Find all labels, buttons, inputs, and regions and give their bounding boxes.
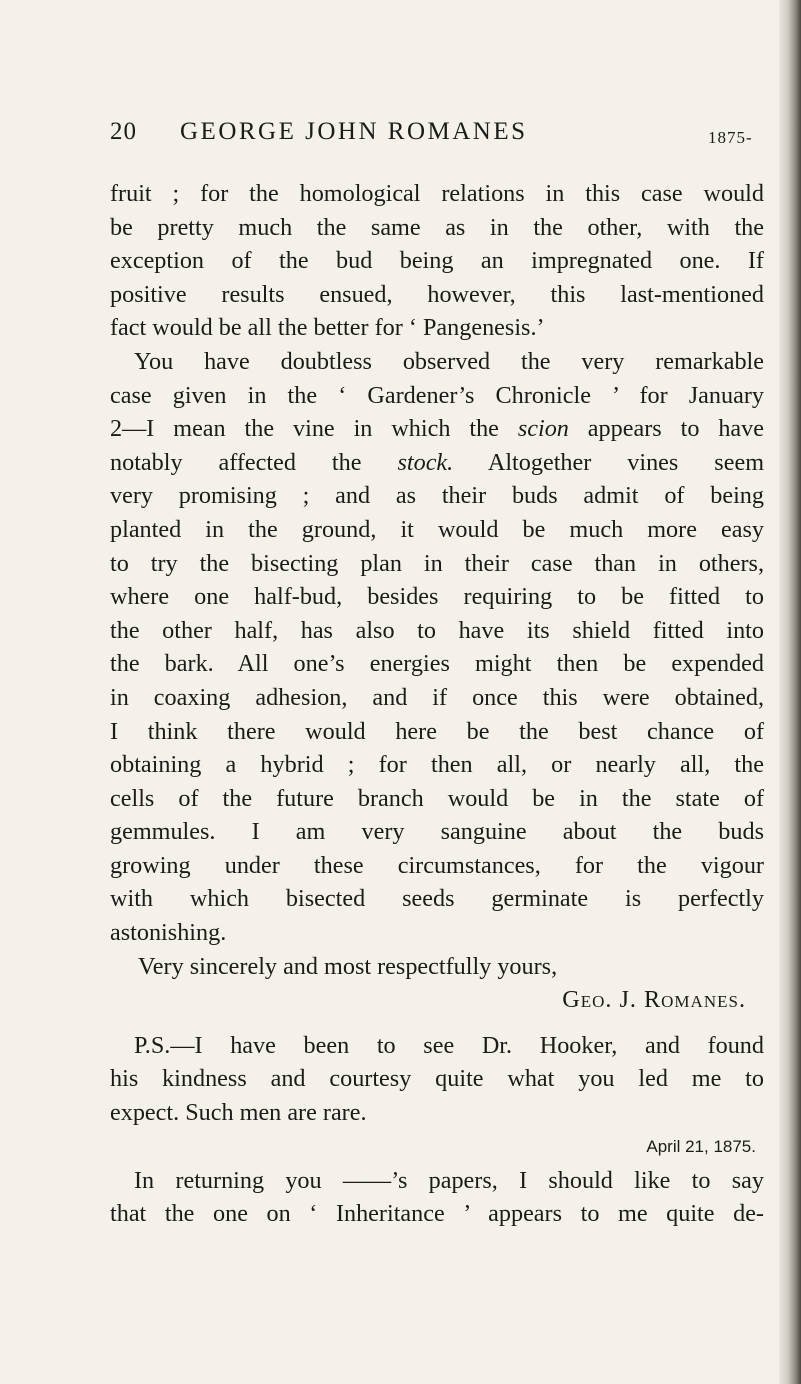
text-line: [110, 446, 764, 480]
text-line: that the one on ‘ Inheritance ’ appears to me quite de-: [110, 1200, 764, 1228]
text-line: positive results ensued, however, this last-mentioned: [110, 280, 764, 308]
text-line: I think there would here be the best chance of: [110, 717, 764, 745]
text-span: notably affected the: [110, 448, 398, 476]
page-number: 20: [110, 118, 137, 145]
header-year: 1875-: [708, 128, 753, 147]
text-span: 2—I mean the vine in which the: [110, 415, 518, 443]
text-span: appears to have: [568, 415, 764, 443]
text-line: the bark. All one’s energies might then be expended: [110, 650, 764, 678]
text-line: astonishing.: [110, 919, 227, 947]
letter-signature: Geo. J. Romanes.: [562, 986, 746, 1014]
letter-signoff: Very sincerely and most respectfully yours,: [138, 952, 558, 980]
postscript-line: P.S.—I have been to see Dr. Hooker, and found: [134, 1031, 764, 1059]
text-line: In returning you ——’s papers, I should like to say: [134, 1166, 764, 1194]
italic-word-scion: scion: [517, 415, 569, 443]
text-line: to try the bisecting plan in their case than in others,: [110, 549, 764, 577]
page-header: [110, 118, 760, 158]
text-line: growing under these circumstances, for the vigour: [110, 851, 764, 879]
text-line: planted in the ground, it would be much more easy: [110, 515, 764, 543]
postscript-line: expect. Such men are rare.: [110, 1099, 367, 1127]
text-line: exception of the bud being an impregnated one. If: [110, 247, 764, 275]
text-line: obtaining a hybrid ; for then all, or nearly all, the: [110, 751, 764, 779]
text-line: You have doubtless observed the very remarkable: [134, 347, 764, 375]
text-line: cells of the future branch would be in the state of: [110, 784, 764, 812]
postscript-line: his kindness and courtesy quite what you led me to: [110, 1065, 764, 1093]
text-line: fact would be all the better for ‘ Pangenesis.’: [110, 314, 545, 342]
text-line: fruit ; for the homological relations in this case would: [110, 180, 764, 207]
page-edge-shadow: [779, 0, 801, 1384]
text-line: the other half, has also to have its shield fitted into: [110, 616, 764, 644]
text-line: in coaxing adhesion, and if once this were obtained,: [110, 683, 764, 711]
spacer: [110, 1017, 764, 1029]
text-line: case given in the ‘ Gardener’s Chronicle ’ for January: [110, 381, 764, 409]
text-line: be pretty much the same as in the other, with the: [110, 213, 764, 241]
italic-word-stock: stock.: [397, 448, 454, 476]
text-line: with which bisected seeds germinate is perfectly: [110, 885, 764, 913]
text-span: Altogether vines seem: [453, 448, 764, 476]
text-line: gemmules. I am very sanguine about the buds: [110, 818, 764, 846]
running-title: GEORGE JOHN ROMANES: [180, 118, 528, 145]
letter-body: [110, 177, 764, 1231]
text-line: very promising ; and as their buds admit of being: [110, 482, 764, 510]
text-line: where one half-bud, besides requiring to be fitted to: [110, 583, 764, 611]
letter-date: April 21, 1875.: [646, 1136, 756, 1156]
text-line: [110, 412, 764, 446]
